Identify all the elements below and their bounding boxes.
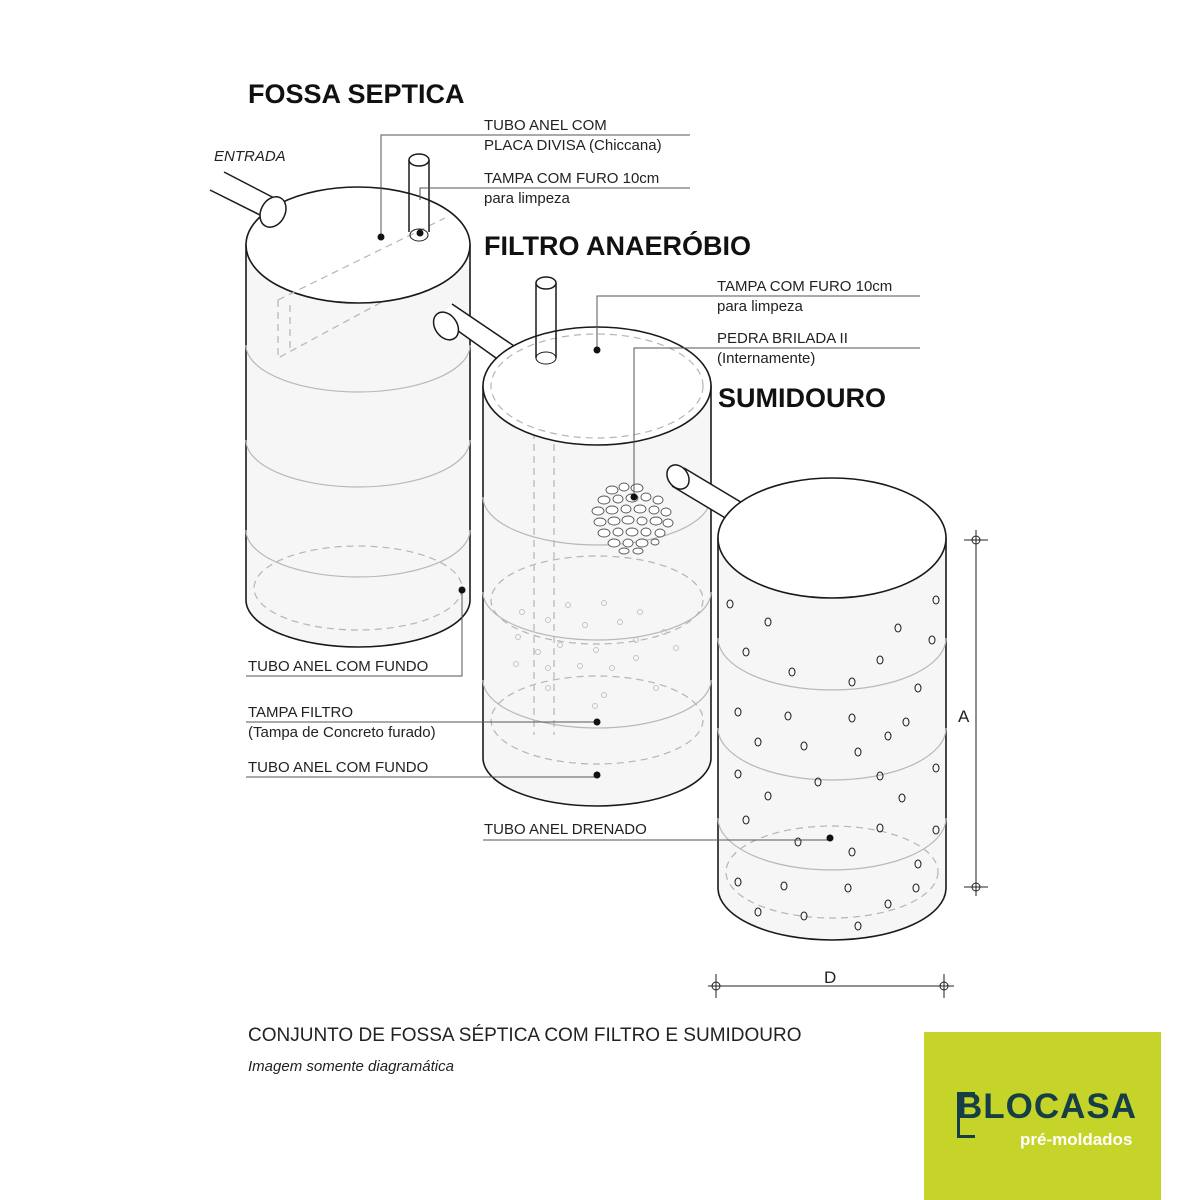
label-tampa-furo-fossa-line1: TAMPA COM FURO 10cm xyxy=(484,170,660,187)
heading-sumidouro: SUMIDOURO xyxy=(718,383,886,413)
label-tampa-furo-filtro-line2: para limpeza xyxy=(717,298,803,315)
label-pedra-line1: PEDRA BRILADA II xyxy=(717,330,848,347)
sumidouro-tank xyxy=(718,478,946,940)
caption-title: CONJUNTO DE FOSSA SÉPTICA COM FILTRO E SUMIDOURO xyxy=(248,1025,802,1046)
label-tampa-furo-fossa-line2: para limpeza xyxy=(484,190,570,207)
label-tubo-anel-fundo-fossa: TUBO ANEL COM FUNDO xyxy=(248,658,429,675)
label-tampa-filtro-line2: (Tampa de Concreto furado) xyxy=(248,724,436,741)
fossa-septica-tank xyxy=(210,154,470,647)
label-entrada: ENTRADA xyxy=(214,148,286,165)
dimension-d-label: D xyxy=(824,968,837,987)
heading-filtro-anaerobio: FILTRO ANAERÓBIO xyxy=(484,231,751,261)
label-tampa-furo-filtro-line1: TAMPA COM FURO 10cm xyxy=(717,278,893,295)
label-tubo-anel-placa-line2: PLACA DIVISA (Chiccana) xyxy=(484,137,662,154)
label-tubo-anel-placa-line1: TUBO ANEL COM xyxy=(484,117,607,134)
filtro-anaerobio-tank xyxy=(483,277,711,806)
label-tampa-filtro-line1: TAMPA FILTRO xyxy=(248,704,354,721)
logo-brand: BLOCASA xyxy=(957,1087,1138,1126)
dimension-a-label: A xyxy=(958,707,970,726)
label-tubo-anel-fundo-filtro: TUBO ANEL COM FUNDO xyxy=(248,759,429,776)
logo-tagline: pré-moldados xyxy=(1020,1130,1133,1149)
label-tubo-anel-drenado: TUBO ANEL DRENADO xyxy=(484,821,647,838)
blocasa-logo xyxy=(924,1032,1161,1200)
heading-fossa-septica: FOSSA SEPTICA xyxy=(248,79,465,109)
caption-note: Imagem somente diagramática xyxy=(248,1058,454,1075)
label-pedra-line2: (Internamente) xyxy=(717,350,816,367)
